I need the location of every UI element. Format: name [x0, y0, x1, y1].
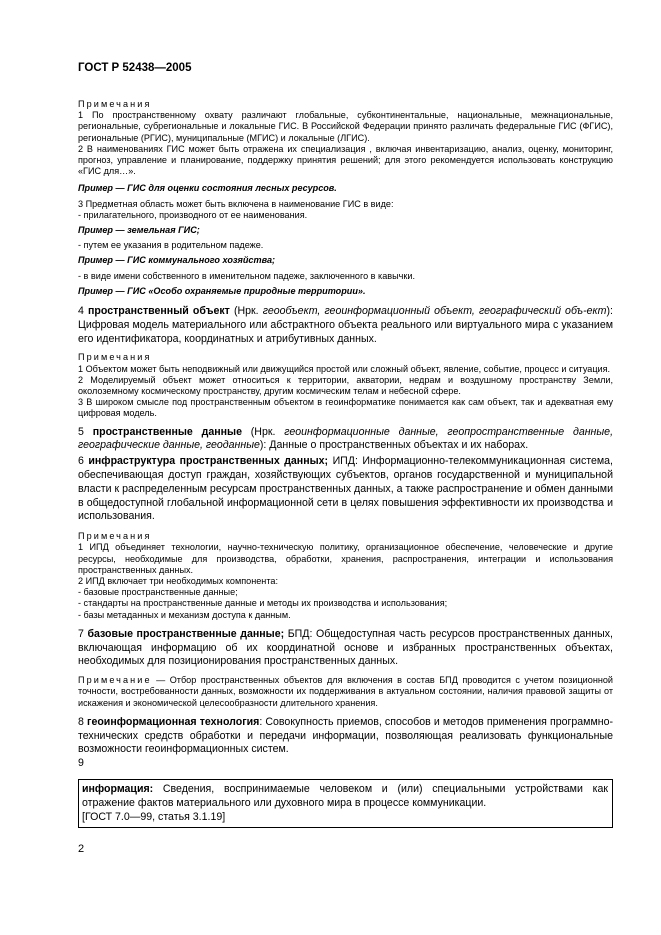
term-number: 8	[78, 715, 84, 728]
term-number: 4	[78, 305, 84, 318]
note-list-item: - базовые пространственные данные;	[78, 587, 238, 598]
term-nrk: (Нрк.	[233, 305, 259, 318]
note-bpd	[78, 675, 613, 709]
term-definition: ): Данные о пространственных объектах и их наборах.	[259, 439, 529, 452]
term-abbreviation: ИПД:	[332, 455, 358, 468]
note-list-item: - путем ее указания в родительном падеже.	[78, 240, 264, 251]
note-item: 3 Предметная область может быть включена в наименование ГИС в виде:	[78, 198, 394, 209]
note-list-item: - стандарты на пространственные данные и методы их производства и использования;	[78, 598, 448, 609]
example-line: Пример — ГИС коммунального хозяйства;	[78, 255, 276, 266]
note-item: 1 Объектом может быть неподвижный или движущийся простой или сложный объект, явление, событие, процесс и ситуация.	[78, 363, 611, 374]
note-item: 2 Моделируемый объект может относиться к территории, акватории, недрам и воздушному пространству Земли, околоземному космическому пространству, другим космическим телам и небесной сфере.	[78, 374, 613, 397]
notes-block-ipd	[78, 531, 613, 621]
notes-label: Примечания	[78, 352, 152, 363]
term-box-9	[78, 779, 613, 828]
term-name: информация:	[82, 783, 154, 796]
term-entry-5	[78, 426, 613, 454]
note-text: — Отбор пространственных объектов для включения в состав БПД проводится с учетом позиционной точности, востребованности данных, возможности их поддерживания в актуальном состоянии, наличия правовой защиты от искажения и экономической целесообразности длительного хранения.	[78, 675, 613, 708]
term-number-9: 9	[78, 757, 84, 770]
term-number: 6	[78, 455, 84, 468]
term-definition: Сведения, воспринимаемые человеком и (или) специальными устройствами как отражение фактов материального или духовного мира в процессе коммуникации.	[82, 783, 608, 809]
notes-label: Примечание	[78, 675, 152, 686]
note-item: 3 В широком смысле под пространственным объектом в геоинформатике понимается как сам объект, так и адекватная ему цифровая модель.	[78, 397, 613, 419]
note-list-item: - прилагательного, производного от ее наименования.	[78, 209, 308, 220]
note-item: 2 В наименованиях ГИС может быть отражена их специализация , включая инвентаризацию, анализ, оценку, мониторинг, прогноз, управление и планирование, поддержку принятия решений; для этого рекомендуется использовать конструкцию «ГИС для…».	[78, 143, 613, 177]
term-name: инфраструктура пространственных данных;	[88, 455, 329, 468]
page-number: 2	[78, 843, 85, 855]
term-synonyms: геоинформационные данные, геопространственные данные, географические данные, геоданные	[78, 425, 614, 452]
term-definition: Общедоступная часть ресурсов пространственных данных, включающая информацию об их координатной основе и избранных пространственных объектах, необходимых для позиционирования пространственных данных.	[78, 627, 613, 668]
notes-block-gis	[78, 99, 613, 297]
page-body	[78, 99, 613, 828]
standard-header: ГОСТ Р 52438—2005	[78, 62, 192, 74]
term-entry-7	[78, 628, 613, 669]
term-definition: : Совокупность приемов, способов и методов применения программно-технических средств обработки и передачи информации, позволяющая реализовать функциональные возможности геоинформационных систем.	[78, 715, 614, 756]
notes-block-object	[78, 352, 613, 419]
notes-label: Примечания	[78, 531, 152, 542]
example-line: Пример — ГИС для оценки состояния лесных ресурсов.	[78, 183, 337, 194]
term-number: 7	[78, 627, 84, 640]
term-name: пространственный объект	[88, 305, 230, 318]
note-item: 1 ИПД объединяет технологии, научно-техническую политику, организационное обеспечение, человеческие и другие ресурсы, необходимые для производства, обработки, хранения, распространения, интеграции и использования пространственных данных.	[78, 542, 613, 575]
note-item: 2 ИПД включает три необходимых компонента:	[78, 576, 278, 587]
term-name: базовые пространственные данные;	[87, 627, 285, 640]
term-number: 5	[78, 425, 84, 438]
term-abbreviation: БПД:	[287, 627, 313, 640]
note-list-item: - в виде имени собственного в именительном падеже, заключенного в кавычки.	[78, 270, 415, 281]
example-line: Пример — ГИС «Особо охраняемые природные территории».	[78, 285, 366, 296]
notes-label: Примечания	[78, 99, 152, 109]
term-name: геоинформационная технология	[87, 715, 260, 728]
example-line: Пример — земельная ГИС;	[78, 225, 200, 236]
note-item: 1 По пространственному охвату различают глобальные, субконтинентальные, национальные, межнациональные, региональные, субрегиональные и локальные ГИС. В Российской Федерации принято различать федеральные ГИС (ФГИС), региональные (РГИС), муниципальные (МГИС) и локальные (ЛГИС).	[78, 110, 613, 143]
boxed-definition	[82, 783, 608, 811]
term-name: пространственные данные	[92, 425, 242, 438]
term-entry-8	[78, 716, 613, 757]
standard-reference: [ГОСТ 7.0—99, статья 3.1.19]	[82, 810, 226, 823]
term-entry-6	[78, 455, 613, 524]
term-entry-4	[78, 305, 613, 346]
term-definition: Информационно-телекоммуникационная система, обеспечивающая доступ граждан, хозяйствующих субъектов, органов государственной и муниципальной власти к распределенным ресурсам пространственных данных, а также распространение и обмен данными в общедоступной глобальной информационной сети в целях повышения эффективности их производства и использования.	[78, 455, 613, 523]
note-list-item: - базы метаданных и механизм доступа к данным.	[78, 609, 291, 620]
term-definition: ): Цифровая модель материального или абстрактного объекта реального или виртуального мира с указанием его идентификатора, координатных и атрибутивных данных.	[78, 305, 613, 345]
term-nrk: (Нрк.	[250, 425, 276, 438]
term-synonyms: геообъект, геоинформационный объект, географический объ-ект	[262, 305, 607, 318]
